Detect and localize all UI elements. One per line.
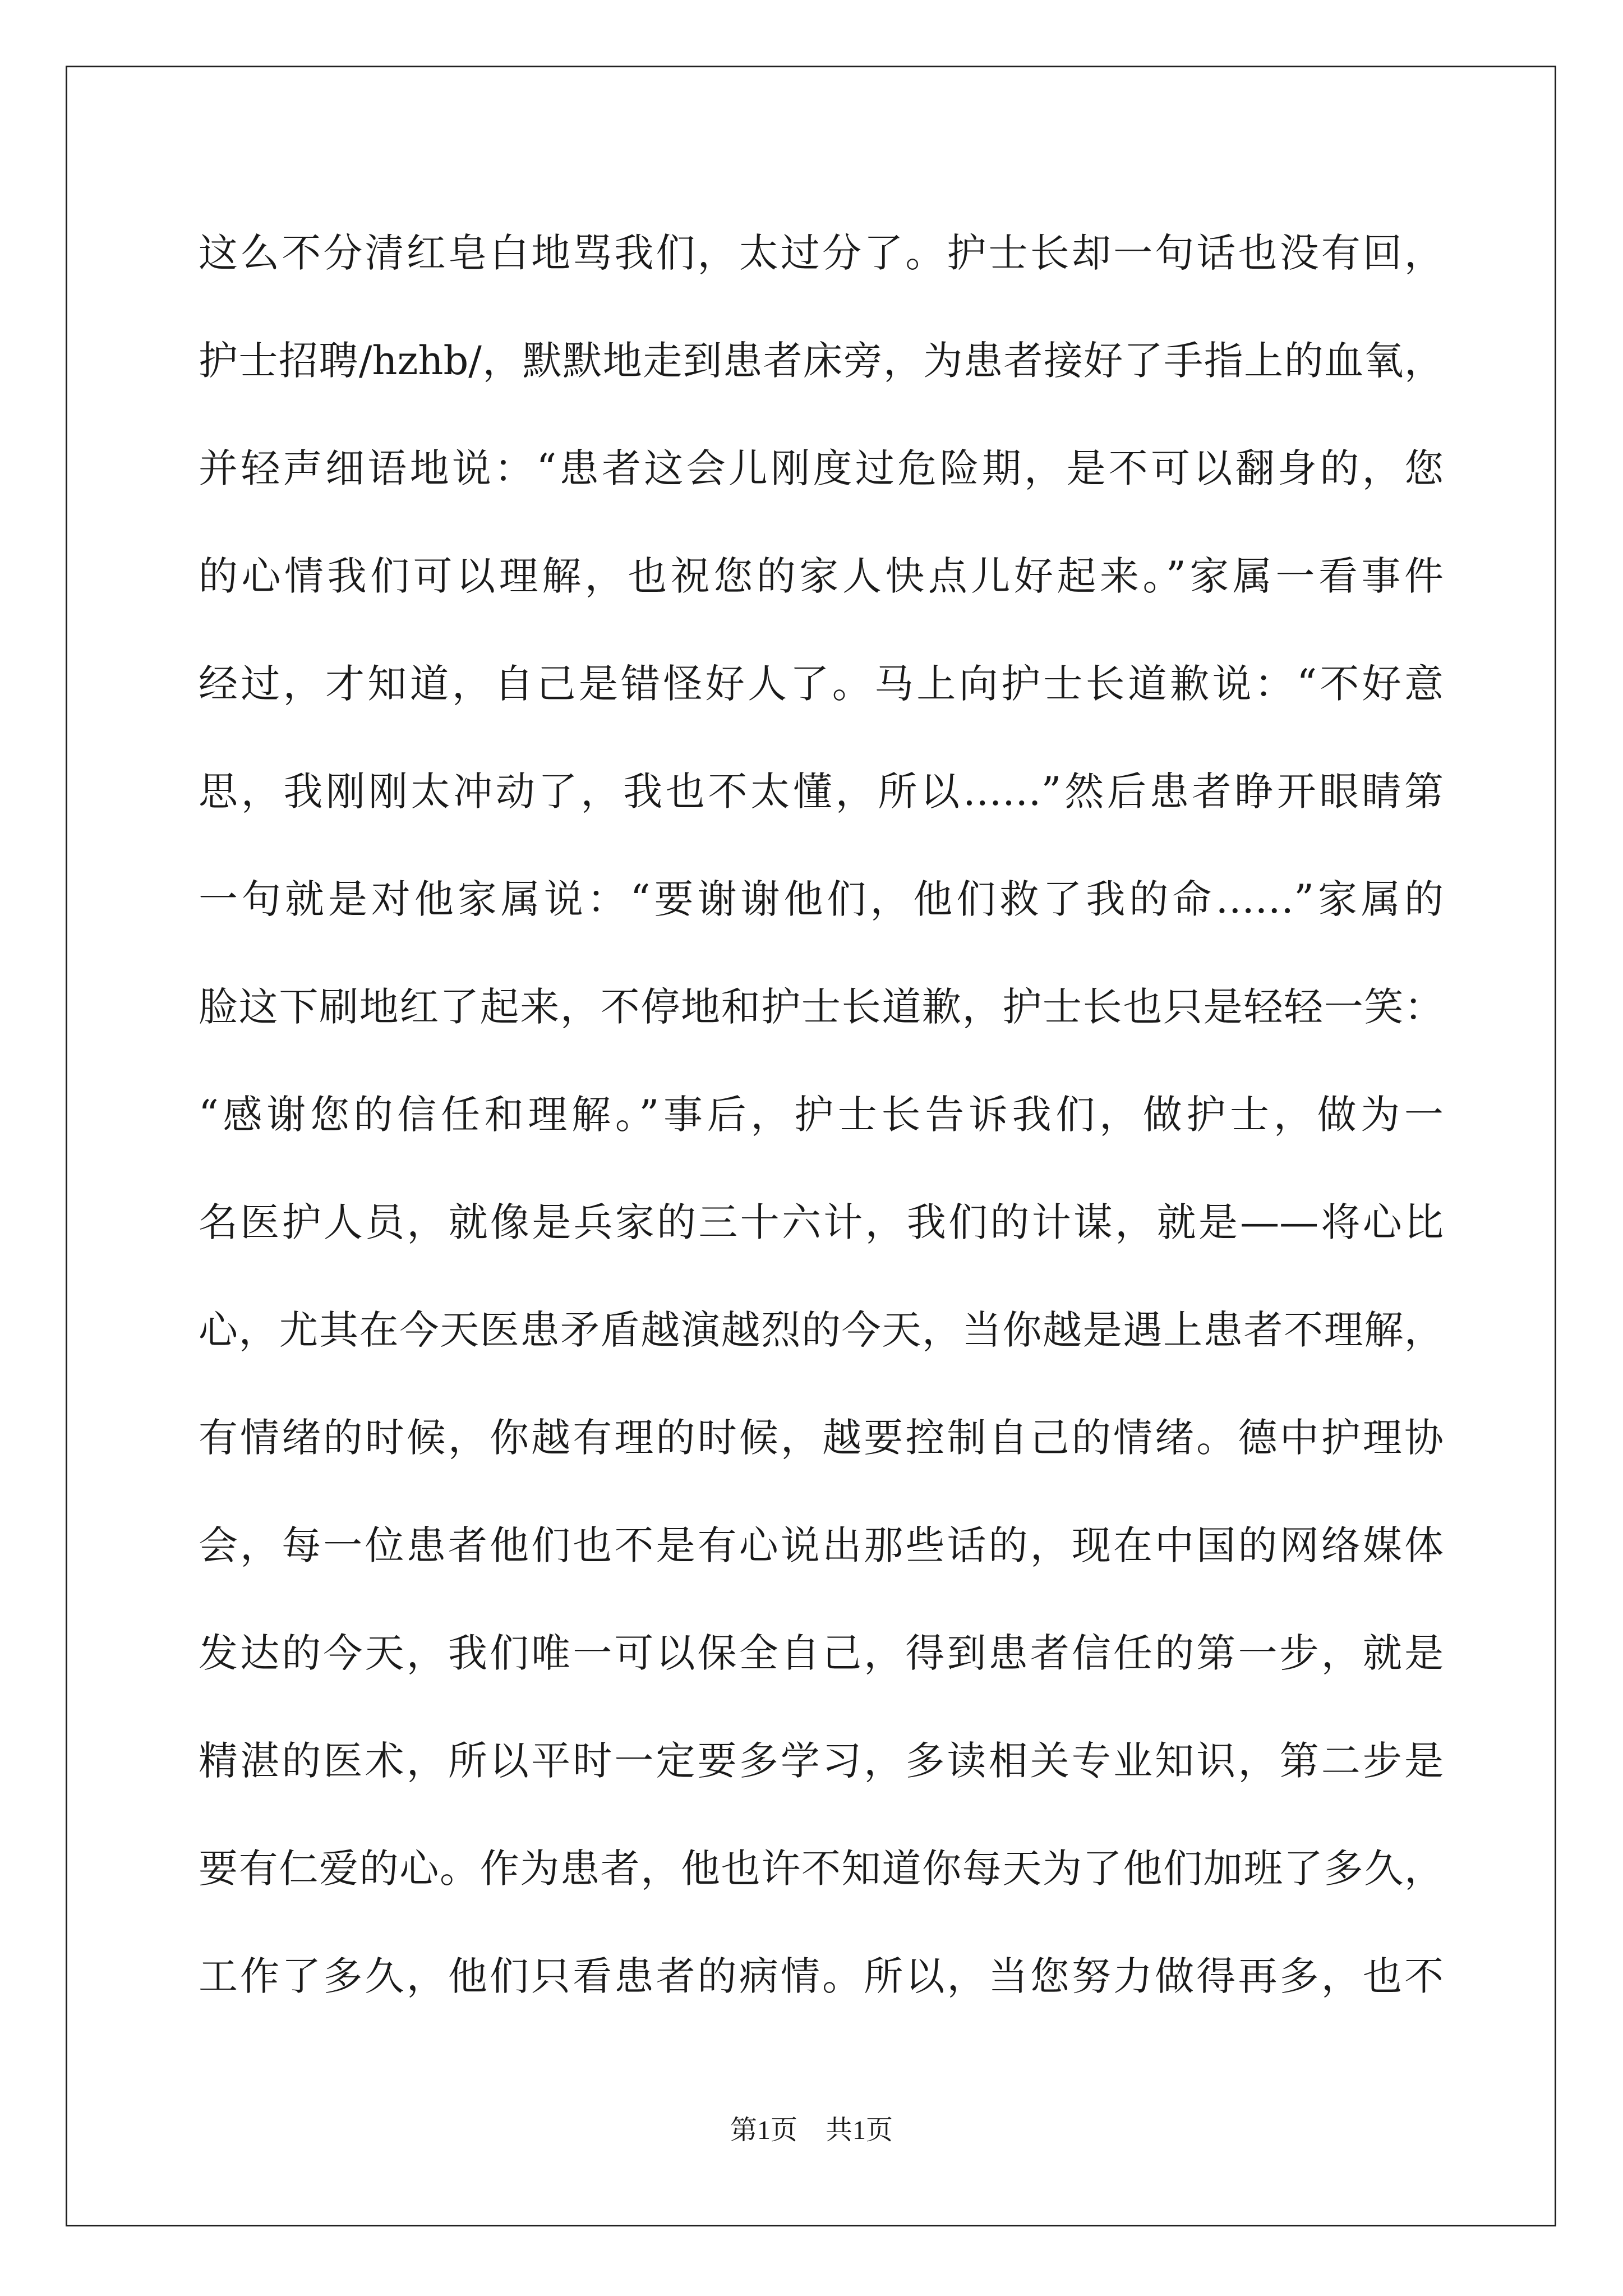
text-line: 名医护人员，就像是兵家的三十六计，我们的计谋，就是——将心比 — [199, 1199, 1444, 1245]
text-line: 护士招聘/hzhb/，默默地走到患者床旁，为患者接好了手指上的血氧， — [199, 338, 1444, 384]
page-footer — [0, 2114, 1623, 2147]
text-line: 并轻声细语地说：“患者这会儿刚度过危险期，是不可以翻身的，您 — [199, 445, 1444, 491]
text-line: 的心情我们可以理解，也祝您的家人快点儿好起来。”家属一看事件 — [199, 553, 1444, 599]
text-line: 经过，才知道，自己是错怪好人了。马上向护士长道歉说：“不好意 — [199, 661, 1444, 707]
page-number: 第1页 — [730, 2115, 797, 2145]
text-line: 要有仁爱的心。作为患者，他也许不知道你每天为了他们加班了多久， — [199, 1846, 1444, 1892]
text-line: 这么不分清红皂白地骂我们，太过分了。护士长却一句话也没有回， — [199, 230, 1444, 276]
page-total: 共1页 — [826, 2115, 893, 2145]
text-line: 工作了多久，他们只看患者的病情。所以，当您努力做得再多，也不 — [199, 1953, 1444, 1999]
text-line: “感谢您的信任和理解。”事后，护士长告诉我们，做护士，做为一 — [199, 1092, 1444, 1138]
text-line: 精湛的医术，所以平时一定要多学习，多读相关专业知识，第二步是 — [199, 1738, 1444, 1784]
text-line: 思，我刚刚太冲动了，我也不太懂，所以……”然后患者睁开眼睛第 — [199, 769, 1444, 815]
text-line: 有情绪的时候，你越有理的时候，越要控制自己的情绪。德中护理协 — [199, 1415, 1444, 1461]
text-line: 会，每一位患者他们也不是有心说出那些话的，现在中国的网络媒体 — [199, 1522, 1444, 1568]
text-line: 心，尤其在今天医患矛盾越演越烈的今天，当你越是遇上患者不理解， — [199, 1307, 1444, 1353]
text-line: 脸这下刷地红了起来，不停地和护士长道歉，护士长也只是轻轻一笑： — [199, 984, 1444, 1030]
text-line: 发达的今天，我们唯一可以保全自己，得到患者信任的第一步，就是 — [199, 1630, 1444, 1676]
text-line: 一句就是对他家属说：“要谢谢他们，他们救了我的命……”家属的 — [199, 876, 1444, 922]
document-body — [199, 199, 1444, 2030]
